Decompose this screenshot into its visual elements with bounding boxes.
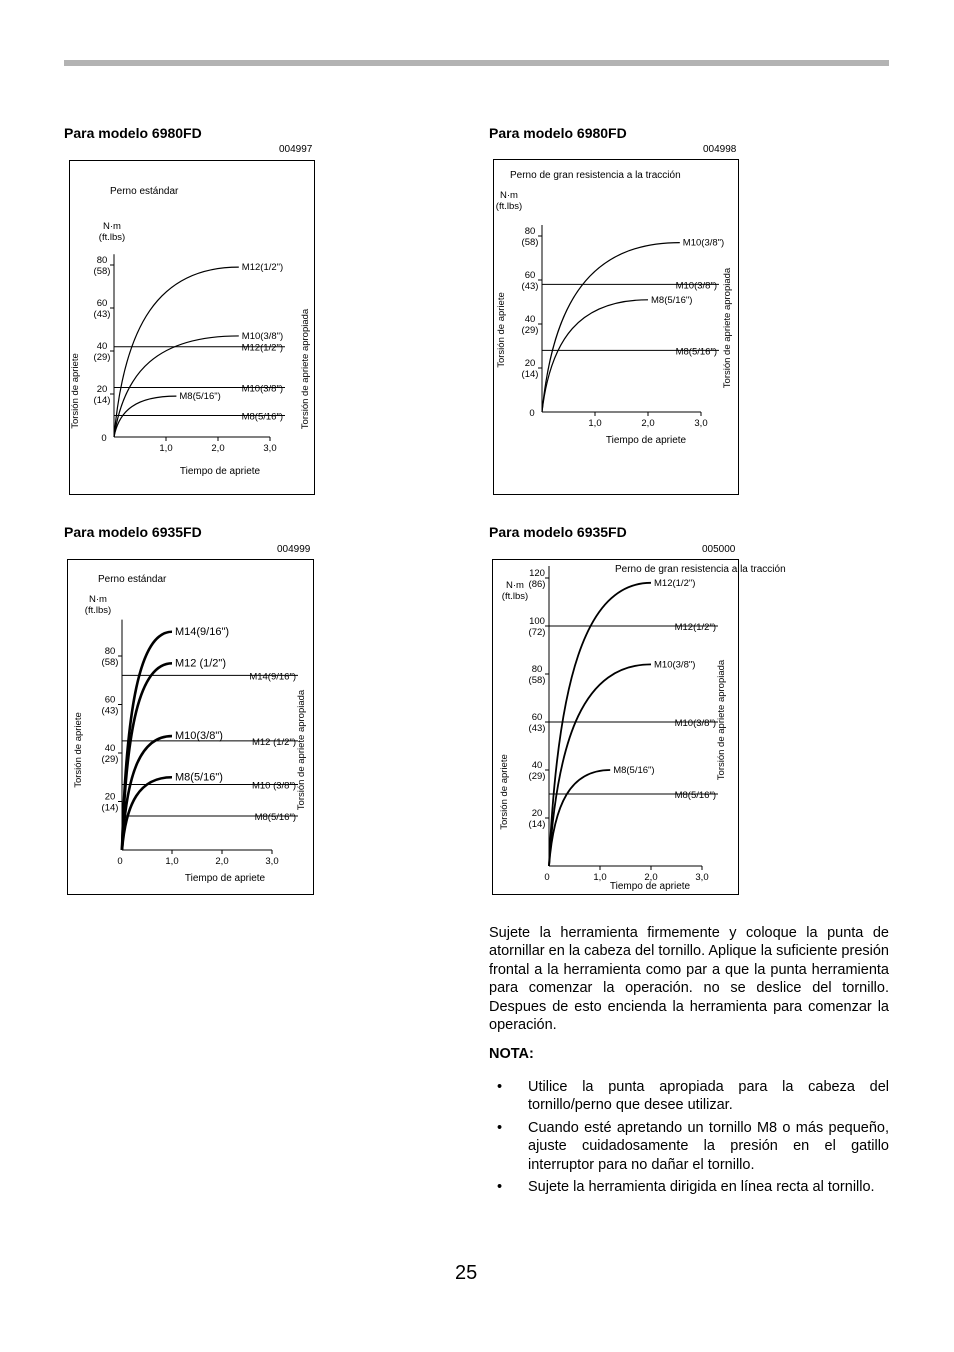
x-tick-label: 1,0 xyxy=(593,872,607,883)
x-tick-label: 1,0 xyxy=(159,443,173,454)
y-tick-label-ftlbs: (86) xyxy=(528,579,546,590)
recommended-torque-label: M8(5/16") xyxy=(675,346,717,358)
torque-curve-label: M10(3/8") xyxy=(175,730,223,743)
y-tick-label: 60 xyxy=(524,270,536,281)
y-tick-label: 100 xyxy=(529,616,545,627)
y-unit-label: N·m xyxy=(506,580,524,591)
y-tick-label: 80 xyxy=(524,226,536,237)
y-tick-label-ftlbs: (58) xyxy=(528,675,546,686)
y-axis-label: Torsión de apriete xyxy=(496,292,507,368)
y-unit-label: N·m xyxy=(89,594,107,605)
y-tick-label-ftlbs: (29) xyxy=(528,771,546,782)
torque-curve-label: M10(3/8") xyxy=(682,237,725,249)
torque-curve xyxy=(114,336,239,437)
y-unit-label: (ft.lbs) xyxy=(98,232,126,243)
x-tick-label: 0 xyxy=(544,872,550,883)
y-tick-label-ftlbs: (43) xyxy=(521,281,539,292)
torque-curve xyxy=(542,300,648,412)
x-axis-label: Tiempo de apriete xyxy=(609,881,691,892)
torque-chart-4 xyxy=(492,559,786,895)
y-tick-label: 0 xyxy=(529,408,535,419)
y-unit-label: (ft.lbs) xyxy=(495,201,523,212)
chart-2-heading: Para modelo 6980FD xyxy=(489,125,627,141)
y-tick-label: 80 xyxy=(104,646,116,657)
list-item: • Sujete la herramienta dirigida en línea recta al tornillo. xyxy=(497,1179,875,1196)
x-axis-label: Tiempo de apriete xyxy=(184,873,266,884)
chart-subtitle: Perno estándar xyxy=(110,186,179,197)
recommended-torque-label: M10(3/8") xyxy=(241,383,283,395)
x-tick-label: 1,0 xyxy=(588,418,602,429)
y-axis-label: Torsión de apriete xyxy=(70,353,81,429)
y-tick-label: 60 xyxy=(96,298,108,309)
y-tick-label: 80 xyxy=(531,664,543,675)
y-tick-label-ftlbs: (58) xyxy=(101,657,119,668)
torque-curve-label: M10(3/8") xyxy=(241,330,284,342)
nota-title: NOTA: xyxy=(489,1046,534,1062)
chart-subtitle: Perno de gran resistencia a la tracción xyxy=(510,170,681,181)
x-tick-label: 1,0 xyxy=(165,856,179,867)
torque-curve xyxy=(122,663,172,850)
y-tick-label-ftlbs: (29) xyxy=(521,325,539,336)
x-tick-label: 0 xyxy=(117,856,123,867)
chart-subtitle: Perno de gran resistencia a la tracción xyxy=(615,564,786,575)
torque-chart-1 xyxy=(69,160,315,495)
recommended-torque-label: M10(3/8") xyxy=(674,718,716,729)
right-axis-label: Torsión de apriete apropiada xyxy=(722,267,733,389)
chart-1-heading: Para modelo 6980FD xyxy=(64,125,202,141)
y-tick-label-ftlbs: (14) xyxy=(528,819,546,830)
nota-list xyxy=(489,1078,889,1200)
chart-svg xyxy=(68,560,313,894)
y-tick-label: 20 xyxy=(524,358,536,369)
recommended-torque-label: M10 (3/8") xyxy=(251,780,296,792)
y-tick-label-ftlbs: (29) xyxy=(101,754,119,765)
y-tick-label: 40 xyxy=(104,743,116,754)
y-tick-label: 40 xyxy=(96,341,108,352)
bullet-icon: • xyxy=(497,1179,503,1196)
y-tick-label: 80 xyxy=(96,255,108,266)
y-tick-label-ftlbs: (72) xyxy=(528,627,546,638)
torque-curve-label: M12(1/2") xyxy=(241,262,284,274)
y-tick-label-ftlbs: (43) xyxy=(101,705,119,717)
y-unit-label: (ft.lbs) xyxy=(501,591,529,602)
x-tick-label: 2,0 xyxy=(641,418,655,429)
y-unit-label: N·m xyxy=(103,221,121,232)
y-unit-label: N·m xyxy=(500,190,518,201)
chart-2-code: 004998 xyxy=(703,144,737,155)
torque-curve-label: M8(5/16") xyxy=(651,294,693,306)
y-tick-label-ftlbs: (14) xyxy=(93,395,111,406)
bullet-icon: • xyxy=(497,1079,503,1095)
y-tick-label-ftlbs: (14) xyxy=(101,802,119,814)
x-tick-label: 3,0 xyxy=(263,443,277,454)
y-tick-label-ftlbs: (58) xyxy=(93,266,111,277)
chart-svg xyxy=(70,161,314,494)
y-tick-label-ftlbs: (43) xyxy=(93,309,111,320)
chart-3-code: 004999 xyxy=(277,544,311,555)
y-unit-label: (ft.lbs) xyxy=(84,605,112,616)
x-tick-label: 3,0 xyxy=(265,856,279,867)
y-tick-label-ftlbs: (29) xyxy=(93,352,111,363)
torque-curve-label: M8(5/16") xyxy=(175,771,223,784)
recommended-torque-label: M14(9/16") xyxy=(249,671,296,683)
torque-curve xyxy=(542,243,680,412)
chart-3-heading: Para modelo 6935FD xyxy=(64,524,202,540)
x-tick-label: 2,0 xyxy=(215,856,229,867)
torque-curve xyxy=(549,583,651,866)
x-tick-label: 2,0 xyxy=(211,443,225,454)
torque-curve xyxy=(114,267,239,437)
torque-curve-label: M10(3/8") xyxy=(654,659,696,671)
chart-subtitle: Perno estándar xyxy=(98,574,167,585)
y-axis-label: Torsión de apriete xyxy=(73,712,84,788)
list-item: • Utilice la punta apropiada para la cabeza del tornillo/perno que desee utilizar. xyxy=(497,1079,889,1114)
chart-svg xyxy=(493,560,786,894)
y-tick-label: 40 xyxy=(531,760,543,771)
y-tick-label: 120 xyxy=(529,568,545,579)
x-axis-label: Tiempo de apriete xyxy=(605,435,687,446)
list-item: • Cuando esté apretando un tornillo M8 o más pequeño, ajuste cuidadosamente la presión en el gatillo interruptor para no dañar el tornillo. xyxy=(497,1119,889,1173)
chart-1-code: 004997 xyxy=(279,144,313,155)
recommended-torque-label: M8(5/16") xyxy=(241,411,283,423)
recommended-torque-label: M12(1/2") xyxy=(674,622,716,633)
torque-curve-label: M12 (1/2") xyxy=(175,657,226,670)
y-tick-label: 20 xyxy=(531,808,543,819)
y-tick-label: 20 xyxy=(96,384,108,395)
y-tick-label: 0 xyxy=(101,433,107,444)
torque-chart-2 xyxy=(493,159,739,495)
page-number: 25 xyxy=(455,1262,478,1284)
torque-chart-3 xyxy=(67,559,314,895)
bullet-icon: • xyxy=(497,1119,503,1136)
torque-curve-label: M14(9/16") xyxy=(175,625,230,638)
x-tick-label: 2,0 xyxy=(644,872,658,883)
torque-curve-label: M8(5/16") xyxy=(179,391,221,403)
y-tick-label-ftlbs: (43) xyxy=(528,723,546,734)
chart-svg xyxy=(494,160,738,494)
recommended-torque-label: M10(3/8") xyxy=(675,280,717,292)
x-tick-label: 3,0 xyxy=(695,872,709,883)
instruction-paragraph: Sujete la herramienta firmemente y coloque la punta de atornillar en la cabeza del tornillo. Aplique la suficiente presión frontal a la herramienta como par a que la punta herramienta para comenzar la operación. no se deslice del tornillo. Despues de esto encienda la herramienta para comenzar la operación. xyxy=(489,925,889,1034)
recommended-torque-label: M8(5/16") xyxy=(254,812,296,824)
recommended-torque-label: M12 (1/2") xyxy=(251,736,296,748)
y-tick-label: 20 xyxy=(104,791,116,803)
y-axis-label: Torsión de apriete xyxy=(499,754,510,830)
x-tick-label: 3,0 xyxy=(694,418,708,429)
y-tick-label: 60 xyxy=(531,712,543,723)
y-tick-label-ftlbs: (14) xyxy=(521,369,539,380)
torque-curve-label: M12(1/2") xyxy=(654,577,696,589)
right-axis-label: Torsión de apriete apropiada xyxy=(300,308,311,430)
chart-4-heading: Para modelo 6935FD xyxy=(489,524,627,540)
top-rule xyxy=(64,60,889,66)
torque-curve-label: M8(5/16") xyxy=(613,765,655,776)
recommended-torque-label: M12(1/2") xyxy=(241,342,283,354)
y-tick-label: 60 xyxy=(104,694,116,706)
chart-4-code: 005000 xyxy=(702,544,736,555)
x-axis-label: Tiempo de apriete xyxy=(179,466,261,477)
y-tick-label-ftlbs: (58) xyxy=(521,237,539,248)
right-axis-label: Torsión de apriete apropiada xyxy=(296,689,307,811)
recommended-torque-label: M8(5/16") xyxy=(674,790,716,801)
y-tick-label: 40 xyxy=(524,314,536,325)
right-axis-label: Torsión de apriete apropiada xyxy=(716,659,727,781)
